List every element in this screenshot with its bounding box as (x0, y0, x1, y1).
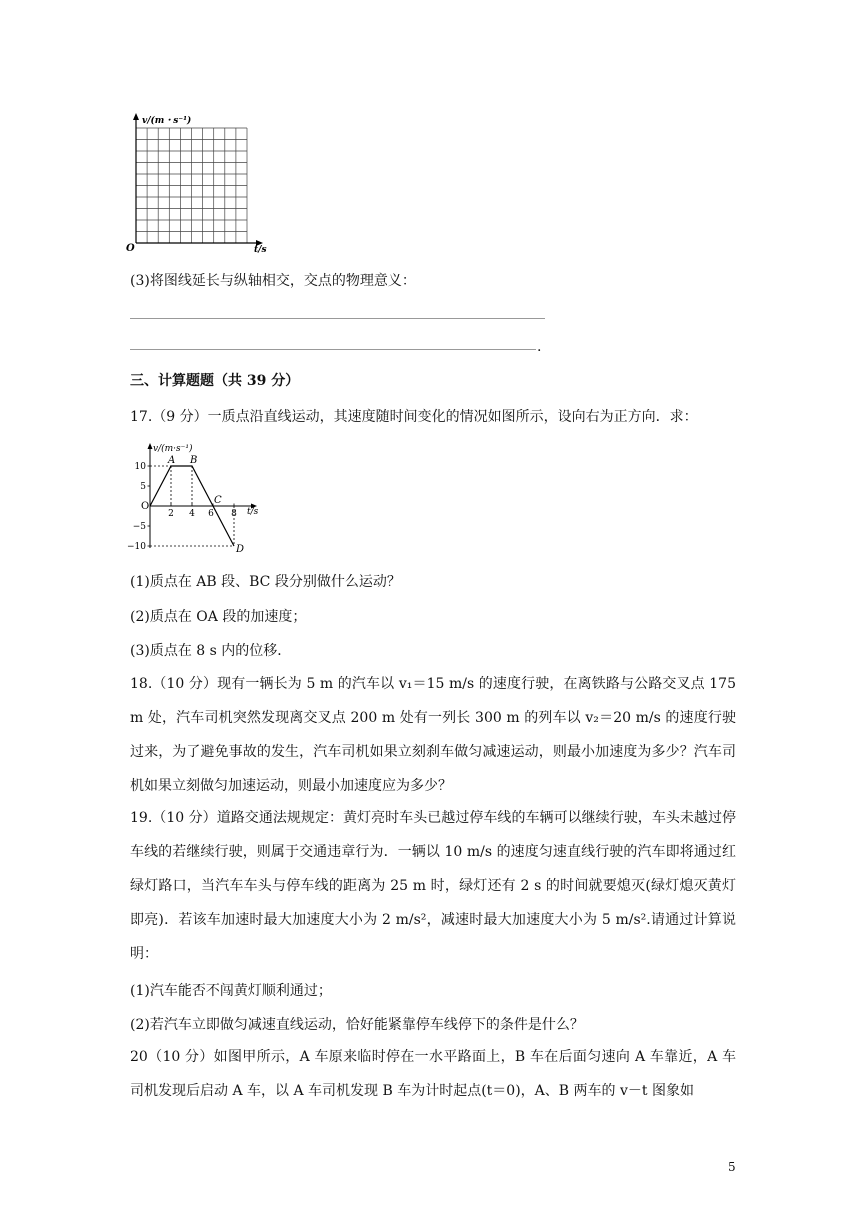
vt-y-label: v/(m·s⁻¹) (153, 444, 193, 454)
x-tick-label: 2 (168, 509, 174, 519)
q19-part2: (2)若汽车立即做匀减速直线运动，恰好能紧靠停车线停下的条件是什么？ (130, 1017, 584, 1033)
point-label-d: D (236, 544, 245, 555)
x-tick-label: 4 (189, 509, 195, 519)
y-tick-label: −5 (132, 522, 146, 532)
vt-y-arrow (148, 443, 153, 449)
grid-lines (136, 128, 247, 243)
point-label-c: C (214, 495, 222, 506)
section3-title: 三、计算题题（共 39 分） (130, 373, 300, 389)
y-axis-arrow (133, 113, 139, 120)
point-label-b: B (190, 455, 198, 466)
answer-line-end: . (537, 339, 542, 355)
q19-part1: (1)汽车能否不闯黄灯顺利通过； (130, 983, 332, 999)
y-tick-label: −10 (127, 542, 146, 552)
vt-axes (148, 443, 259, 548)
answer-line-1 (130, 318, 545, 319)
answer-line-2 (130, 349, 536, 350)
y-tick-label: 10 (134, 462, 146, 472)
q17-part3: (3)质点在 8 s 内的位移． (130, 643, 292, 659)
grid-x-label: t/s (254, 245, 267, 255)
q17-part1: (1)质点在 AB 段、BC 段分别做什么运动？ (130, 574, 401, 590)
grid-origin: O (126, 243, 135, 254)
q17-part2: (2)质点在 OA 段的加速度； (130, 609, 307, 625)
q19-stem: 19.（10 分）道路交通法规规定：黄灯亮时车头已越过停车线的车辆可以继续行驶，车头未越过停车线的若继续行驶，则属于交通违章行为．一辆以 10 m/s 的速度匀速直线行驶的汽车即将通过红绿灯路口，当汽车车头与停车线的距离为 25 m 时，绿灯还有 2 s 的时间就要熄灭(绿灯熄灭黄灯即亮)．若该车加速时最大加速度大小为 2 m/s²，减速时最大加速度大小为 5 m/s².请通过计算说明： (130, 810, 736, 962)
page-number: 5 (728, 1160, 736, 1174)
x-tick-label: 8 (231, 509, 237, 519)
q16-part3: (3)将图线延长与纵轴相交，交点的物理意义： (130, 273, 416, 289)
y-tick-label: 5 (140, 482, 146, 492)
x-tick-label: 6 (208, 509, 214, 519)
blank-velocity-grid (120, 110, 290, 255)
q18-text: 18.（10 分）现有一辆长为 5 m 的汽车以 v₁＝15 m/s 的速度行驶，在离铁路与公路交叉点 175 m 处，汽车司机突然发现离交叉点 200 m 处有一列长 300 m 的列车以 v₂＝20 m/s 的速度行驶过来，为了避免事故的发生，汽车司机如果立刻刹车做匀减速运动，则最小加速度为多少？汽车司机如果立刻做匀加速运动，则最小加速度应为多少？ (130, 676, 736, 794)
q17-vt-chart (122, 438, 272, 556)
q17-stem: 17.（9 分）一质点沿直线运动，其速度随时间变化的情况如图所示，设向右为正方向．求： (130, 409, 698, 425)
point-label-a: A (168, 455, 176, 466)
grid-y-label: v/(m・s⁻¹) (142, 116, 192, 126)
point-label-o: O (141, 501, 150, 512)
q20-text: 20（10 分）如图甲所示，A 车原来临时停在一水平路面上，B 车在后面匀速向 A 车靠近，A 车司机发现后启动 A 车，以 A 车司机发现 B 车为计时起点(t＝0)，A、B 两车的 v－t 图象如 (130, 1049, 736, 1099)
vt-x-label: t/s (247, 507, 259, 517)
